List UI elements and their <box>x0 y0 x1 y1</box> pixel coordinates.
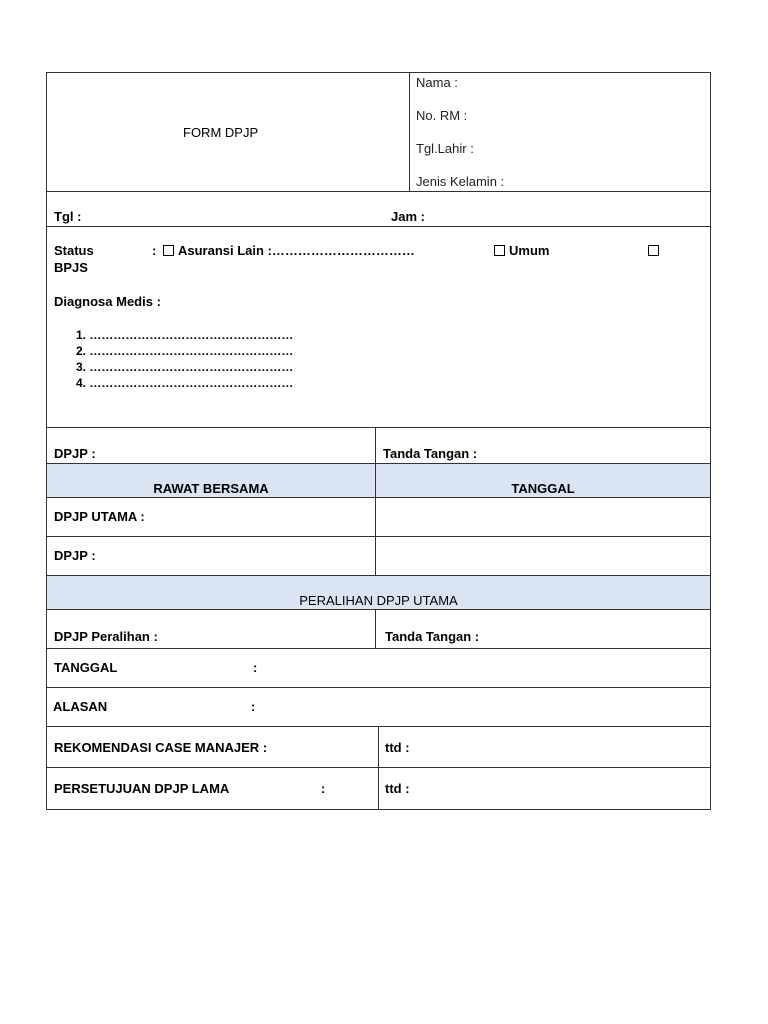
dpjp-utama-tanggal-cell[interactable] <box>376 498 710 536</box>
dpjp-label: DPJP : <box>54 446 96 461</box>
form-title: FORM DPJP <box>183 125 259 140</box>
status-label: Status <box>54 243 94 258</box>
diagnosa-item: 3. …………………………………………… <box>76 360 294 374</box>
rawat-bersama-header: RAWAT BERSAMA <box>153 481 269 496</box>
dpjp-utama-label: DPJP UTAMA : <box>54 509 145 524</box>
diagnosa-item: 2. …………………………………………… <box>76 344 294 358</box>
rekomendasi-label: REKOMENDASI CASE MANAJER : <box>54 740 268 755</box>
status-diagnosa-row <box>47 226 710 427</box>
dpjp-form <box>46 72 711 810</box>
tanggal-header: TANGGAL <box>511 481 575 496</box>
form-title-cell <box>47 73 410 191</box>
peralihan-tanggal-colon: : <box>253 660 258 675</box>
rm-label: No. RM : <box>416 108 468 123</box>
dpjp-utama-row <box>47 497 710 536</box>
tanda-tangan-label: Tanda Tangan : <box>383 446 478 461</box>
rekomendasi-row <box>47 726 710 767</box>
patient-info-cell <box>410 73 710 191</box>
rawat-dpjp-tanggal-cell[interactable] <box>376 537 710 575</box>
peralihan-header: PERALIHAN DPJP UTAMA <box>299 593 458 608</box>
rawat-bersama-header-row <box>47 463 710 497</box>
status-colon: : <box>152 243 157 258</box>
dpjp-peralihan-label: DPJP Peralihan : <box>54 629 158 644</box>
status-option-umum[interactable]: Umum <box>494 243 549 258</box>
dpjp-row <box>47 427 710 463</box>
persetujuan-row <box>47 767 710 809</box>
dpjp-peralihan-row <box>47 609 710 648</box>
diagnosa-item: 1. …………………………………………… <box>76 328 294 342</box>
persetujuan-ttd-label: ttd : <box>385 781 410 796</box>
form-header-row <box>47 73 710 191</box>
peralihan-header-row <box>47 575 710 609</box>
jam-label: Jam : <box>391 209 425 224</box>
status-option-bpjs-label: BPJS <box>54 260 88 275</box>
rawat-dpjp-row <box>47 536 710 575</box>
tgl-lahir-label: Tgl.Lahir : <box>416 141 474 156</box>
checkbox-icon[interactable] <box>648 245 659 256</box>
persetujuan-colon: : <box>321 781 326 796</box>
nama-label: Nama : <box>416 75 458 90</box>
peralihan-tanggal-row <box>47 648 710 687</box>
rawat-dpjp-label: DPJP : <box>54 548 96 563</box>
jenis-kelamin-label: Jenis Kelamin : <box>416 174 505 189</box>
alasan-colon: : <box>251 699 256 714</box>
status-option-asuransi[interactable]: Asuransi Lain :…………………………… <box>163 243 415 258</box>
rekomendasi-ttd-label: ttd : <box>385 740 410 755</box>
checkbox-icon[interactable] <box>494 245 505 256</box>
peralihan-tanggal-label: TANGGAL <box>54 660 118 675</box>
diagnosa-item: 4. …………………………………………… <box>76 376 294 390</box>
checkbox-icon[interactable] <box>163 245 174 256</box>
persetujuan-label: PERSETUJUAN DPJP LAMA <box>54 781 230 796</box>
alasan-row <box>47 687 710 726</box>
tgl-label: Tgl : <box>54 209 82 224</box>
datetime-row <box>47 191 710 226</box>
diagnosa-label: Diagnosa Medis : <box>54 294 161 309</box>
status-option-bpjs-checkbox[interactable] <box>648 243 663 258</box>
peralihan-ttd-label: Tanda Tangan : <box>385 629 480 644</box>
alasan-label: ALASAN <box>53 699 108 714</box>
